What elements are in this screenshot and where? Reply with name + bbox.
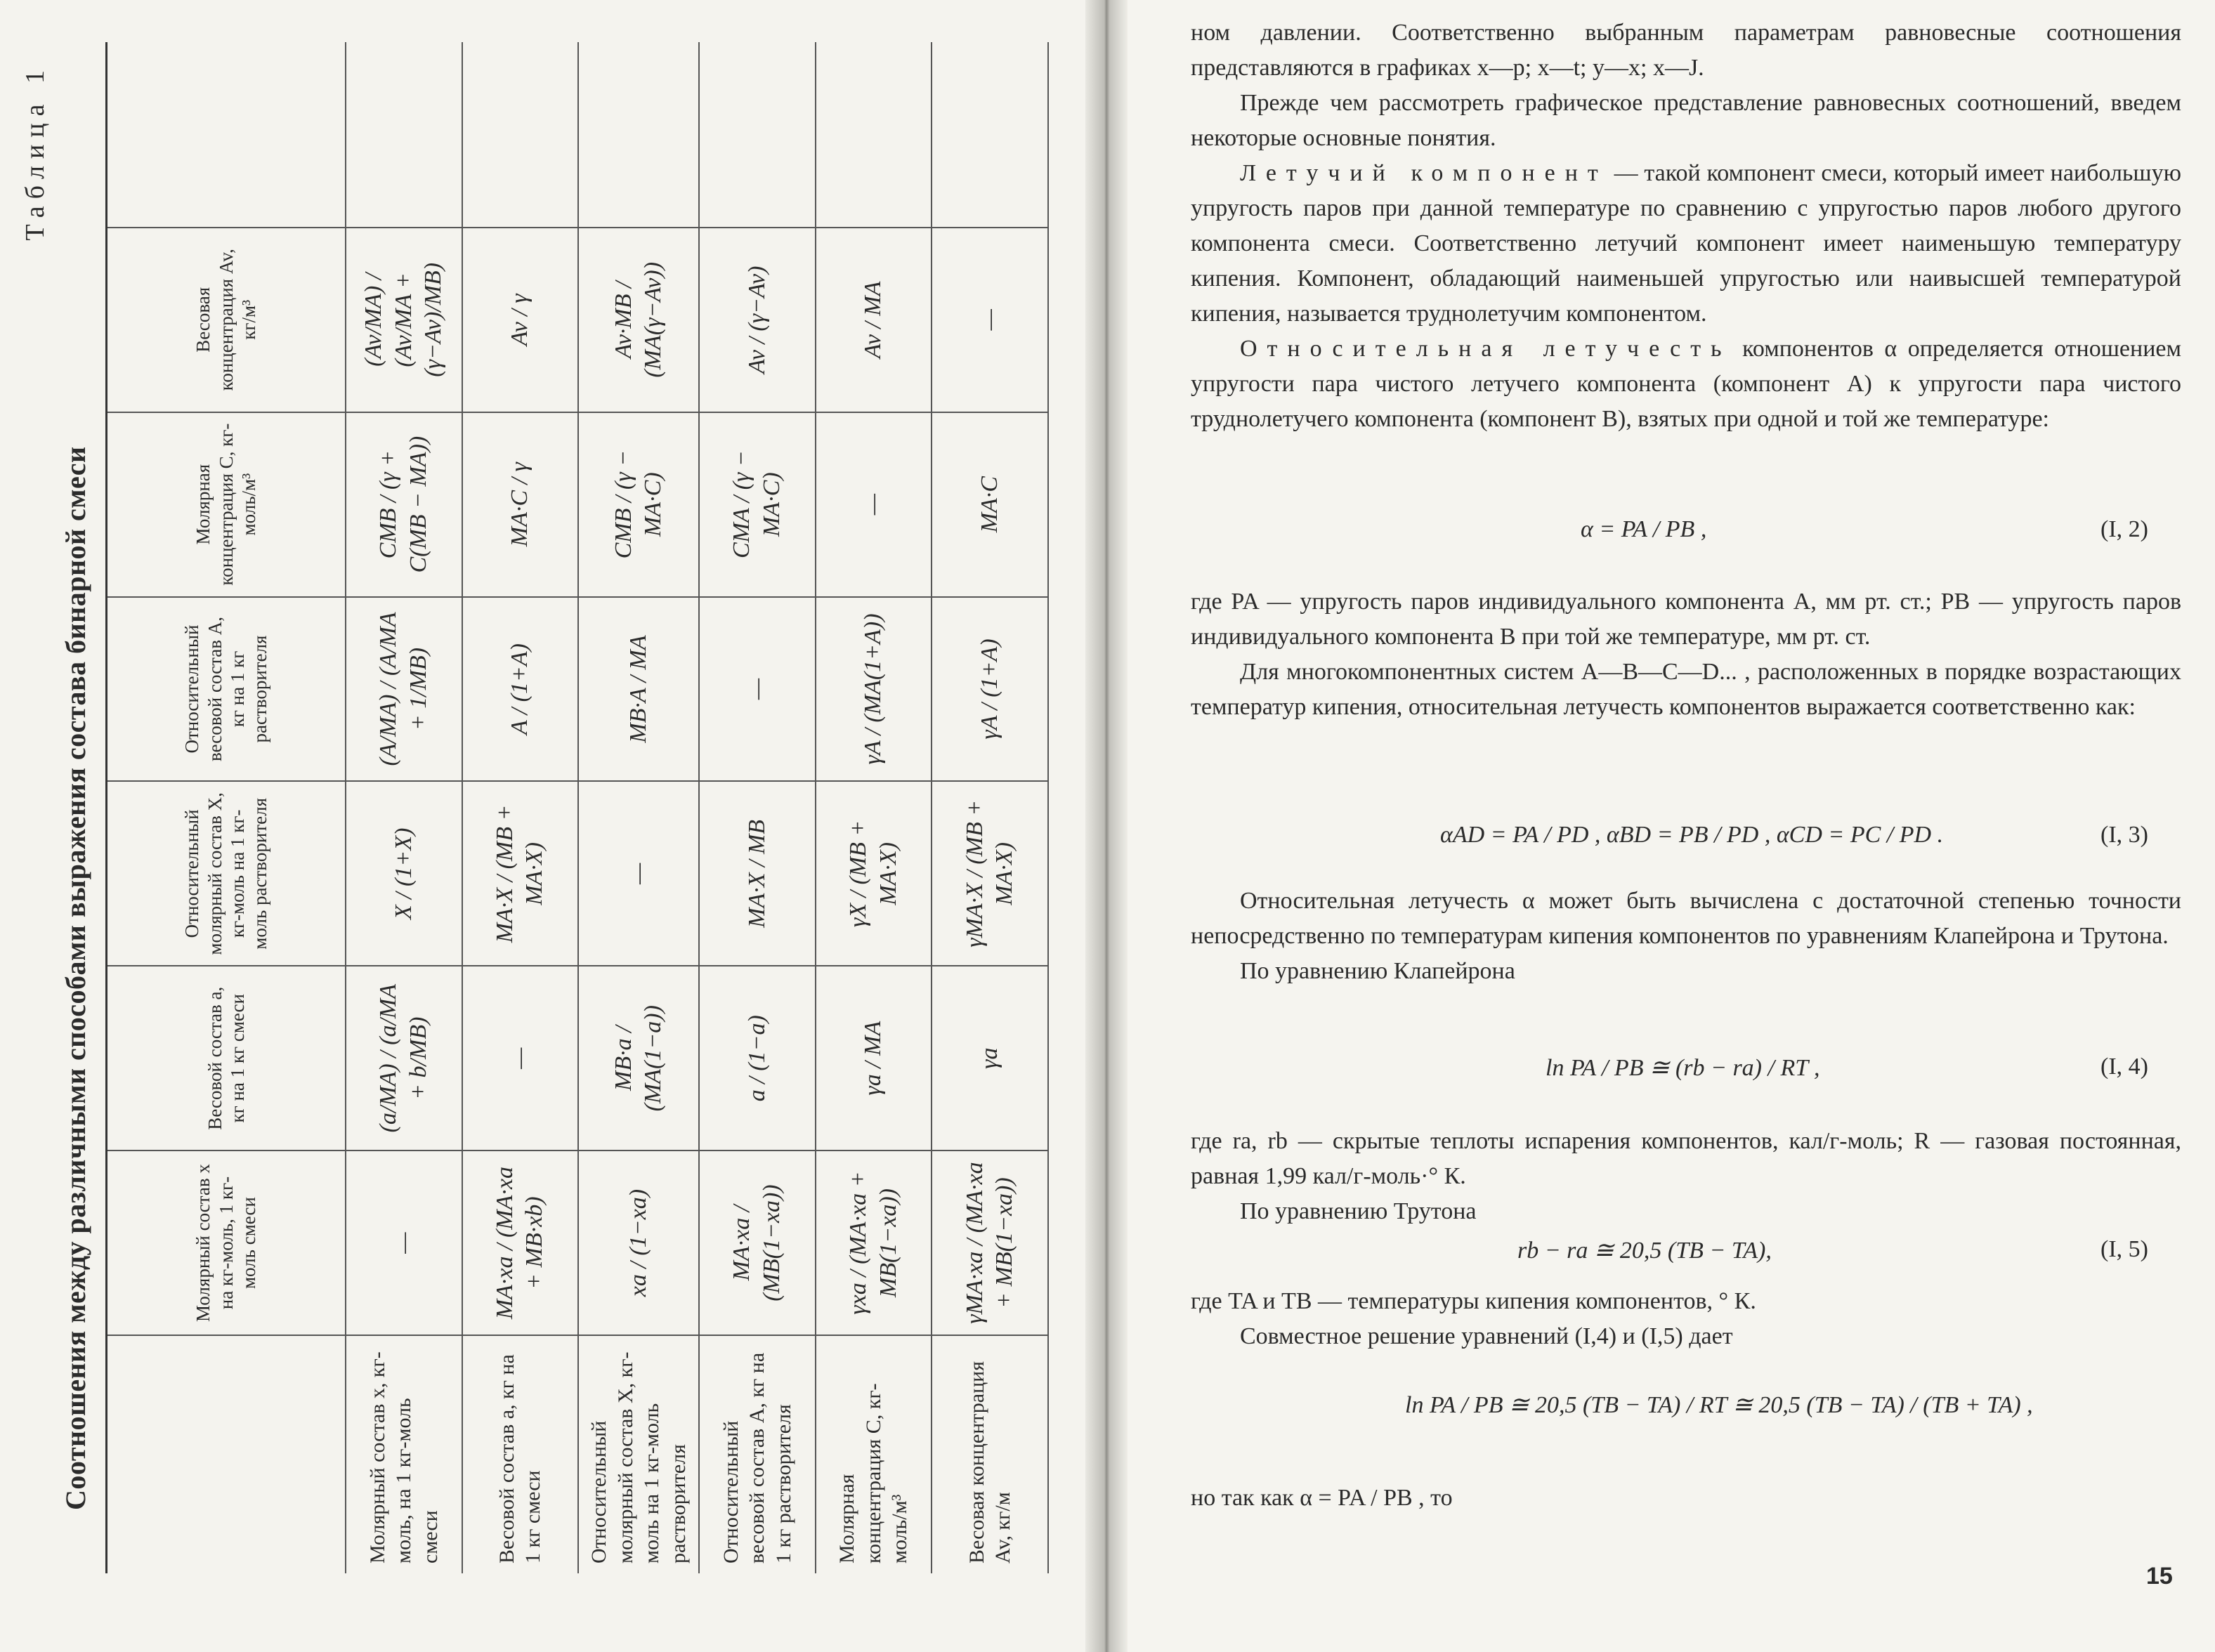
paragraph: но так как α = PA / PB , то	[1191, 1485, 1453, 1511]
book-gutter	[1085, 0, 1128, 1652]
table-cell: MA·C / γ	[463, 412, 580, 596]
paragraph-block-5	[1191, 1284, 2181, 1354]
paragraph: Для многокомпонентных систем A—B—C—D... , расположенных в порядке возрастающих температур кипения, относительная летучесть компонентов выражается соответственно как:	[1191, 659, 2181, 720]
table-cell: MA·xa / (MB(1−xa))	[700, 1150, 816, 1335]
rotated-table-block	[14, 35, 1075, 1601]
table-header: Весовой состав a, кг на 1 кг смеси	[107, 965, 346, 1150]
paragraph-block-4	[1191, 1124, 2181, 1229]
table-cell: —	[816, 412, 933, 596]
row-label: Весовая концентрация Av, кг/м	[932, 1335, 1049, 1573]
table-cell: —	[579, 780, 700, 965]
table-cell: γMA·xa / (MA·xa + MB(1−xa))	[932, 1150, 1049, 1335]
table-cell: MA·X / (MB + MA·X)	[463, 780, 580, 965]
left-page	[0, 0, 1103, 1652]
equation-number: (I, 4)	[2100, 1054, 2148, 1080]
table-cell: (A/MA) / (A/MA + 1/MB)	[346, 596, 463, 781]
table-cell: CMB / (γ − MA·C)	[579, 412, 700, 596]
paragraph: Совместное решение уравнений (I,4) и (I,5) дает	[1240, 1323, 1733, 1349]
table-cell: γa / MA	[816, 965, 933, 1150]
table-cell: —	[463, 965, 580, 1150]
paragraph: Летучий компонент — такой компонент смеси, который имеет наибольшую упругость паров при данной температуре по сравнению с упругостью паров любого другого компонента смеси. Соответственно летучий компонент имеет наименьшую температуру кипения. Компонент, обладающий наименьшей упругостью или наивысшей температурой кипения, называется труднолетучим компонентом.	[1191, 160, 2182, 327]
term-relative-volatility: Относительная летучесть	[1240, 336, 1732, 362]
term-volatile: Летучий компонент	[1240, 160, 1608, 186]
table-header: Молярный состав x на кг-моль, 1 кг-моль смеси	[107, 1150, 346, 1335]
paragraph: ном давлении. Соответственно выбранным параметрам равновесные соотношения представляются в графиках x—p; x—t; y—x; x—J.	[1191, 20, 2181, 81]
equation: ln PA / PB ≅ 20,5 (TB − TA) / RT ≅ 20,5 (TB − TA) / (TB + TA) ,	[1405, 1392, 2033, 1418]
row-label: Относительный молярный состав X, кг-моль на 1 кг-моль растворителя	[579, 1335, 700, 1573]
table-header-filler	[107, 42, 346, 227]
table-cell: CMA / (γ − MA·C)	[700, 412, 816, 596]
table-cell-filler	[579, 42, 700, 227]
row-label: Молярная концентрация C, кг-моль/м³	[816, 1335, 933, 1573]
table-label: Таблица 1	[20, 63, 50, 241]
table-cell: γX / (MB + MA·X)	[816, 780, 933, 965]
page-number: 15	[2146, 1563, 2173, 1589]
equation: ln PA / PB ≅ (rb − ra) / RT ,	[1546, 1055, 1820, 1081]
equation-number: (I, 2)	[2100, 516, 2148, 542]
table-cell-filler	[816, 42, 933, 227]
table-cell-filler	[346, 42, 463, 227]
paragraph: где PA — упругость паров индивидуального компонента А, мм рт. ст.; PB — упругость паров индивидуального компонента В при той же температуре, мм рт. ст.	[1191, 589, 2181, 650]
table-cell: γA / (1+A)	[932, 596, 1049, 781]
paragraph: По уравнению Трутона	[1240, 1198, 1477, 1224]
table-cell: Av·MB / (MA(γ−Av))	[579, 227, 700, 412]
table-cell: xa / (1−xa)	[579, 1150, 700, 1335]
table-cell: γA / (MA(1+A))	[816, 596, 933, 781]
equation-number: (I, 5)	[2100, 1236, 2148, 1262]
paragraph: где ra, rb — скрытые теплоты испарения компонентов, кал/г-моль; R — газовая постоянная, равная 1,99 кал/г-моль·° К.	[1191, 1128, 2181, 1189]
table-cell: Av / MA	[816, 227, 933, 412]
row-label: Относительный весовой состав A, кг на 1 кг растворителя	[700, 1335, 816, 1573]
table-cell: CMB / (γ + C(MB − MA))	[346, 412, 463, 596]
table-header: Относительный молярный состав X, кг-моль на 1 кг-моль растворителя	[107, 780, 346, 965]
paragraph: По уравнению Клапейрона	[1240, 958, 1515, 984]
table-cell: (Av/MA) / (Av/MA + (γ−Av)/MB)	[346, 227, 463, 412]
table-header: Относительный весовой состав A, кг на 1 кг растворителя	[107, 596, 346, 781]
paragraph: Прежде чем рассмотреть графическое представление равновесных соотношений, введем некоторые основные понятия.	[1191, 90, 2181, 151]
table-cell-filler	[700, 42, 816, 227]
table-cell: —	[346, 1150, 463, 1335]
paragraph: Относительная летучесть α может быть вычислена с достаточной степенью точности непосредственно по температурам кипения компонентов по уравнениям Клапейрона и Трутона.	[1191, 888, 2181, 949]
table-title: Соотношения между различными способами выражения состава бинарной смеси	[60, 446, 91, 1510]
table-cell: γxa / (MA·xa + MB(1−xa))	[816, 1150, 933, 1335]
conversion-table	[105, 42, 1049, 1573]
table-cell: Av / (γ−Av)	[700, 227, 816, 412]
table-cell: Av / γ	[463, 227, 580, 412]
paragraph-block-3	[1191, 884, 2181, 989]
table-cell: MA·xa / (MA·xa + MB·xb)	[463, 1150, 580, 1335]
paragraph: Относительная летучесть компонентов α определяется отношением упругости пара чистого летучего компонента (компонент А) к упругости пара чистого труднолетучего компонента (компонент В), взятых при одной и той же температуре:	[1191, 336, 2182, 432]
paragraph: где TA и TB — температуры кипения компонентов, ° К.	[1191, 1288, 1756, 1314]
table-cell: (a/MA) / (a/MA + b/MB)	[346, 965, 463, 1150]
table-cell: —	[700, 596, 816, 781]
table-cell: A / (1+A)	[463, 596, 580, 781]
table-header: Весовая концентрация Av, кг/м³	[107, 227, 346, 412]
table-cell-filler	[932, 42, 1049, 227]
table-cell: MB·A / MA	[579, 596, 700, 781]
table-cell: —	[932, 227, 1049, 412]
table-cell: a / (1−a)	[700, 965, 816, 1150]
equation-number: (I, 3)	[2100, 822, 2148, 848]
table-cell: MA·X / MB	[700, 780, 816, 965]
row-label: Молярный состав x, кг-моль, на 1 кг-моль смеси	[346, 1335, 463, 1573]
paragraph-block-1	[1191, 15, 2181, 437]
table-cell: X / (1+X)	[346, 780, 463, 965]
paragraph-block-6	[1191, 1481, 2181, 1516]
paragraph-block-2	[1191, 584, 2181, 725]
table-header: Молярная концентрация C, кг-моль/м³	[107, 412, 346, 596]
table-cell: MA·C	[932, 412, 1049, 596]
table-cell: MB·a / (MA(1−a))	[579, 965, 700, 1150]
table-cell: γa	[932, 965, 1049, 1150]
row-label: Весовой состав a, кг на 1 кг смеси	[463, 1335, 580, 1573]
table-header-empty	[107, 1335, 346, 1573]
equation: rb − ra ≅ 20,5 (TB − TA),	[1517, 1238, 1772, 1264]
equation: αAD = PA / PD , αBD = PB / PD , αCD = PC / PD .	[1440, 822, 1944, 848]
table-cell-filler	[463, 42, 580, 227]
equation: α = PA / PB ,	[1581, 516, 1707, 542]
table-cell: γMA·X / (MB + MA·X)	[932, 780, 1049, 965]
